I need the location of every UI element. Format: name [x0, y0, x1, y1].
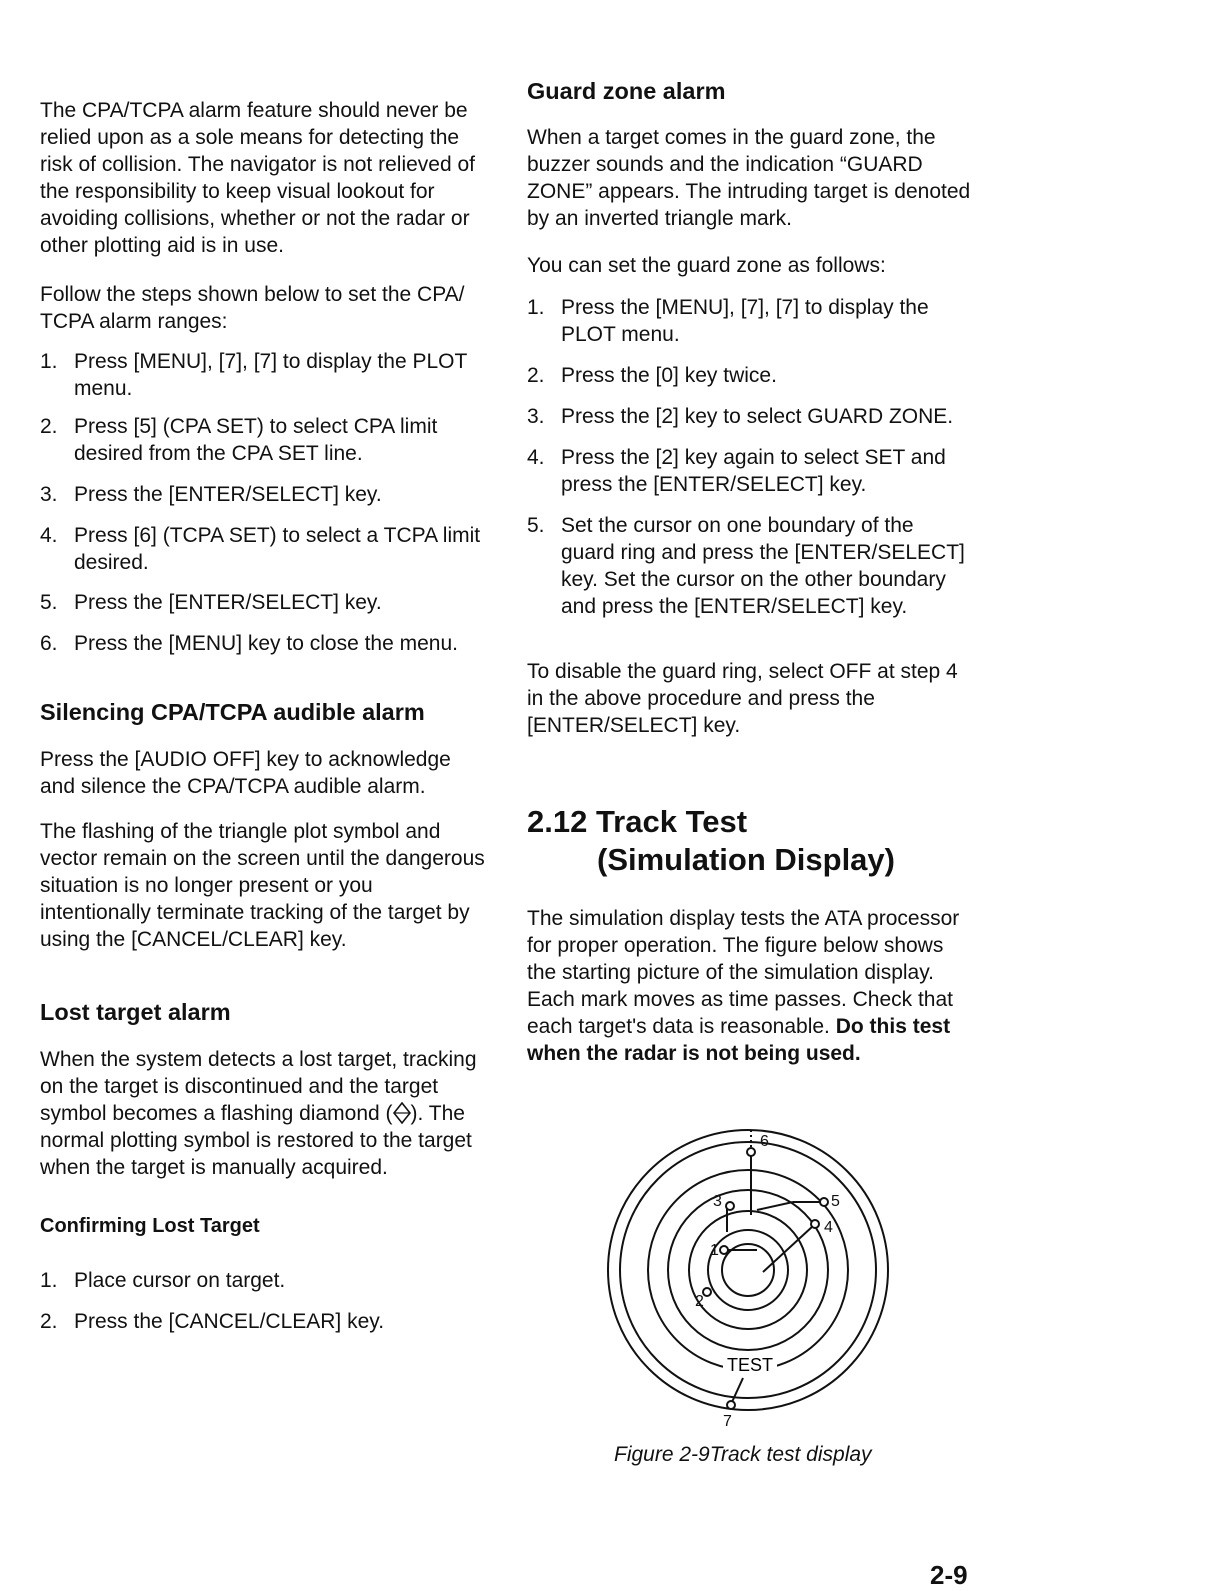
list-item — [40, 522, 486, 577]
step-text: Press the [CANCEL/CLEAR] key. — [74, 1310, 385, 1333]
step-text: Press the [2] key again to select SET and press the [ENTER/SELECT] key. — [561, 446, 946, 496]
section-title-line-2: (Simulation Display) — [597, 842, 895, 877]
list-item — [40, 413, 486, 468]
step-text: Press [MENU], [7], [7] to display the PLOT menu. — [74, 350, 467, 400]
step-number: 1. — [40, 1269, 58, 1292]
simulation-warning: Do this test when the radar is not being used. — [527, 1015, 951, 1065]
confirm-steps-list — [40, 1267, 486, 1335]
cpa-steps-list — [40, 348, 486, 657]
target-3 — [726, 1202, 734, 1210]
step-text: Press [6] (TCPA SET) to select a TCPA limit desired. — [74, 524, 481, 574]
label-5: 5 — [831, 1193, 840, 1210]
step-number: 4. — [527, 446, 545, 469]
list-item — [527, 512, 973, 620]
step-number: 5. — [527, 514, 545, 537]
step-number: 2. — [40, 1310, 58, 1333]
guard-paragraph-3: To disable the guard ring, select OFF at step 4 in the above procedure and press the [ENTER/SELECT] key. — [527, 660, 958, 737]
step-text: Place cursor on target. — [74, 1269, 286, 1292]
step-text: Press the [ENTER/SELECT] key. — [74, 591, 382, 614]
label-7: 7 — [723, 1413, 732, 1430]
silencing-paragraph-1: Press the [AUDIO OFF] key to acknowledge and silence the CPA/TCPA audible alarm. — [40, 748, 451, 798]
lost-text-before: When the system detects a lost target, tracking on the target is discontinued and the target symbol becomes a flashing diamond ( — [40, 1048, 477, 1125]
page-number: 2-9 — [930, 1560, 968, 1590]
target-4 — [811, 1220, 819, 1228]
label-2: 2 — [695, 1293, 704, 1310]
target-7 — [727, 1401, 735, 1409]
list-item — [40, 1308, 486, 1335]
list-item — [40, 1267, 486, 1294]
target-5 — [820, 1198, 828, 1206]
lost-target-paragraph — [40, 1046, 486, 1181]
step-number: 2. — [527, 364, 545, 387]
range-ring-3 — [648, 1170, 848, 1370]
section-title-line-1: 2.12 Track Test — [527, 804, 748, 839]
step-number: 3. — [527, 405, 545, 428]
range-ring-4 — [668, 1190, 828, 1350]
track-test-diagram — [605, 1120, 895, 1432]
list-item — [527, 403, 973, 430]
step-text: Press the [2] key to select GUARD ZONE. — [561, 405, 954, 428]
simulation-text: The simulation display tests the ATA processor for proper operation. The figure below shows the starting picture of the simulation display. Each mark moves as time passes. Check that each target's data is reasonable. — [527, 907, 960, 1038]
list-item — [527, 362, 973, 389]
label-4: 4 — [824, 1219, 833, 1236]
list-item — [40, 348, 486, 403]
step-number: 3. — [40, 483, 58, 506]
section-title — [527, 803, 895, 879]
list-item — [40, 481, 486, 508]
silencing-paragraph-2: The flashing of the triangle plot symbol and vector remain on the screen until the dangerous situation is no longer present or you intentionally terminate tracking of the target by using the [CANCEL/CLEAR] key. — [40, 820, 485, 951]
guard-paragraph-1: When a target comes in the guard zone, the buzzer sounds and the indication “GUARD ZONE” appears. The intruding target is denoted by an inverted triangle mark. — [527, 126, 971, 230]
target-1 — [720, 1246, 728, 1254]
simulation-paragraph — [527, 905, 973, 1067]
intro-paragraph-1: The CPA/TCPA alarm feature should never be relied upon as a sole means for detecting the risk of collision. The navigator is not relieved of the responsibility to keep visual lookout for avoiding collisions, whether or not the radar or other plotting aid is in use. — [40, 99, 475, 257]
guard-paragraph-2: You can set the guard zone as follows: — [527, 254, 886, 277]
test-label: TEST — [726, 1355, 774, 1375]
step-text: Set the cursor on one boundary of the guard ring and press the [ENTER/SELECT] key. Set the cursor on the other boundary and press the [ENTER/SELECT] key. — [561, 514, 965, 618]
diamond-icon — [393, 1102, 411, 1124]
range-ring-5 — [689, 1211, 807, 1329]
step-number: 1. — [40, 350, 58, 373]
target-2 — [703, 1288, 711, 1296]
target-6 — [747, 1148, 755, 1156]
intro-paragraph-2: Follow the steps shown below to set the CPA/ TCPA alarm ranges: — [40, 283, 465, 333]
step-number: 5. — [40, 591, 58, 614]
track-test-figure — [605, 1120, 895, 1437]
step-text: Press the [MENU], [7], [7] to display the PLOT menu. — [561, 296, 929, 346]
range-ring-6 — [708, 1230, 788, 1310]
confirming-heading: Confirming Lost Target — [40, 1215, 260, 1237]
lost-text-after: ). The normal plotting symbol is restored to the target when the target is manually acquired. — [40, 1102, 472, 1179]
guard-zone-heading: Guard zone alarm — [527, 78, 726, 104]
step-number: 2. — [40, 415, 58, 438]
lost-target-heading: Lost target alarm — [40, 999, 231, 1025]
step-text: Press the [MENU] key to close the menu. — [74, 632, 458, 655]
guard-steps-list — [527, 294, 973, 620]
silencing-heading: Silencing CPA/TCPA audible alarm — [40, 699, 425, 725]
vector-5-link — [757, 1202, 793, 1210]
step-text: Press [5] (CPA SET) to select CPA limit desired from the CPA SET line. — [74, 415, 438, 465]
step-number: 1. — [527, 296, 545, 319]
label-3: 3 — [713, 1193, 722, 1210]
label-6: 6 — [760, 1133, 769, 1150]
step-number: 4. — [40, 524, 58, 547]
label-1: 1 — [710, 1242, 719, 1259]
step-text: Press the [ENTER/SELECT] key. — [74, 483, 382, 506]
step-text: Press the [0] key twice. — [561, 364, 777, 387]
list-item — [527, 444, 973, 498]
step-number: 6. — [40, 632, 58, 655]
list-item — [40, 589, 486, 616]
list-item — [40, 630, 486, 657]
list-item — [527, 294, 973, 348]
figure-caption: Figure 2-9Track test display — [614, 1443, 872, 1466]
